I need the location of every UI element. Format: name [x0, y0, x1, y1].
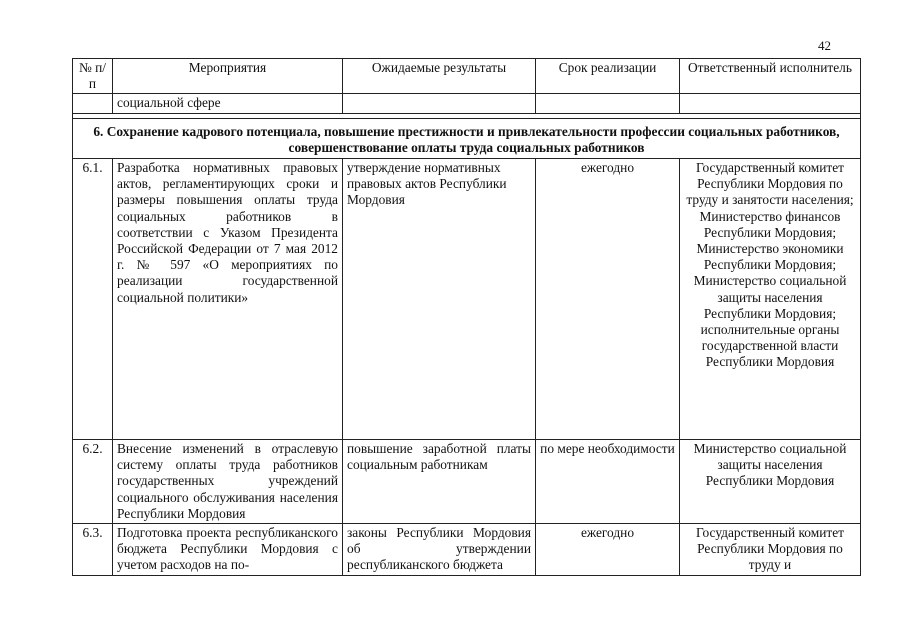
- row-responsible: Государственный комитет Республики Мордовия по труду и занятости населения; Министерство финансов Республики Мордовия; Министерство экономики Республики Мордовия; Министерство социальной защиты населения Республики Мордовия; исполнительные органы государственной власти Республики Мордовия: [680, 159, 861, 440]
- header-number: № п/п: [73, 59, 113, 94]
- row-result: утверждение нормативных правовых актов Республики Мордовия: [343, 159, 536, 440]
- header-responsible: Ответственный исполнитель: [680, 59, 861, 94]
- row-deadline: ежегодно: [536, 159, 680, 440]
- section-row: [73, 118, 861, 158]
- row-activity: Внесение изменений в отраслевую систему оплаты труда работников государственных учреждений социального обслуживания населения Республики Мордовия: [113, 440, 343, 524]
- row-activity: Подготовка проекта республиканского бюджета Республики Мордовия с учетом расходов на по-: [113, 524, 343, 576]
- page-number: 42: [818, 38, 831, 53]
- header-deadline: Срок реализации: [536, 59, 680, 94]
- table-row: [73, 440, 861, 524]
- activities-table: [72, 58, 861, 576]
- table-row: [73, 159, 861, 440]
- row-deadline: по мере необходимости: [536, 440, 680, 524]
- table-row: [73, 524, 861, 576]
- row-responsible: Государственный комитет Республики Мордовия по труду и: [680, 524, 861, 576]
- continued-row: [73, 94, 861, 113]
- table-header-row: [73, 59, 861, 94]
- continued-activity: социальной сфере: [113, 94, 343, 113]
- continued-num: [73, 94, 113, 113]
- row-result: повышение заработной платы социальным работникам: [343, 440, 536, 524]
- row-responsible: Министерство социальной защиты населения Республики Мордовия: [680, 440, 861, 524]
- section-title: 6. Сохранение кадрового потенциала, повышение престижности и привлекательности профессии социальных работников, совершенствование оплаты труда социальных работников: [73, 118, 861, 158]
- header-results: Ожидаемые результаты: [343, 59, 536, 94]
- row-deadline: ежегодно: [536, 524, 680, 576]
- header-activity: Мероприятия: [113, 59, 343, 94]
- row-activity: Разработка нормативных правовых актов, регламентирующих сроки и размеры повышения оплаты труда социальных работников в соответствии с Указом Президента Российской Федерации от 7 мая 2012 г. № 597 «О мероприятиях по реализации государственной социальной политики»: [113, 159, 343, 440]
- row-number: 6.2.: [73, 440, 113, 524]
- row-result: законы Республики Мордовия об утверждении республиканского бюджета: [343, 524, 536, 576]
- row-number: 6.3.: [73, 524, 113, 576]
- row-number: 6.1.: [73, 159, 113, 440]
